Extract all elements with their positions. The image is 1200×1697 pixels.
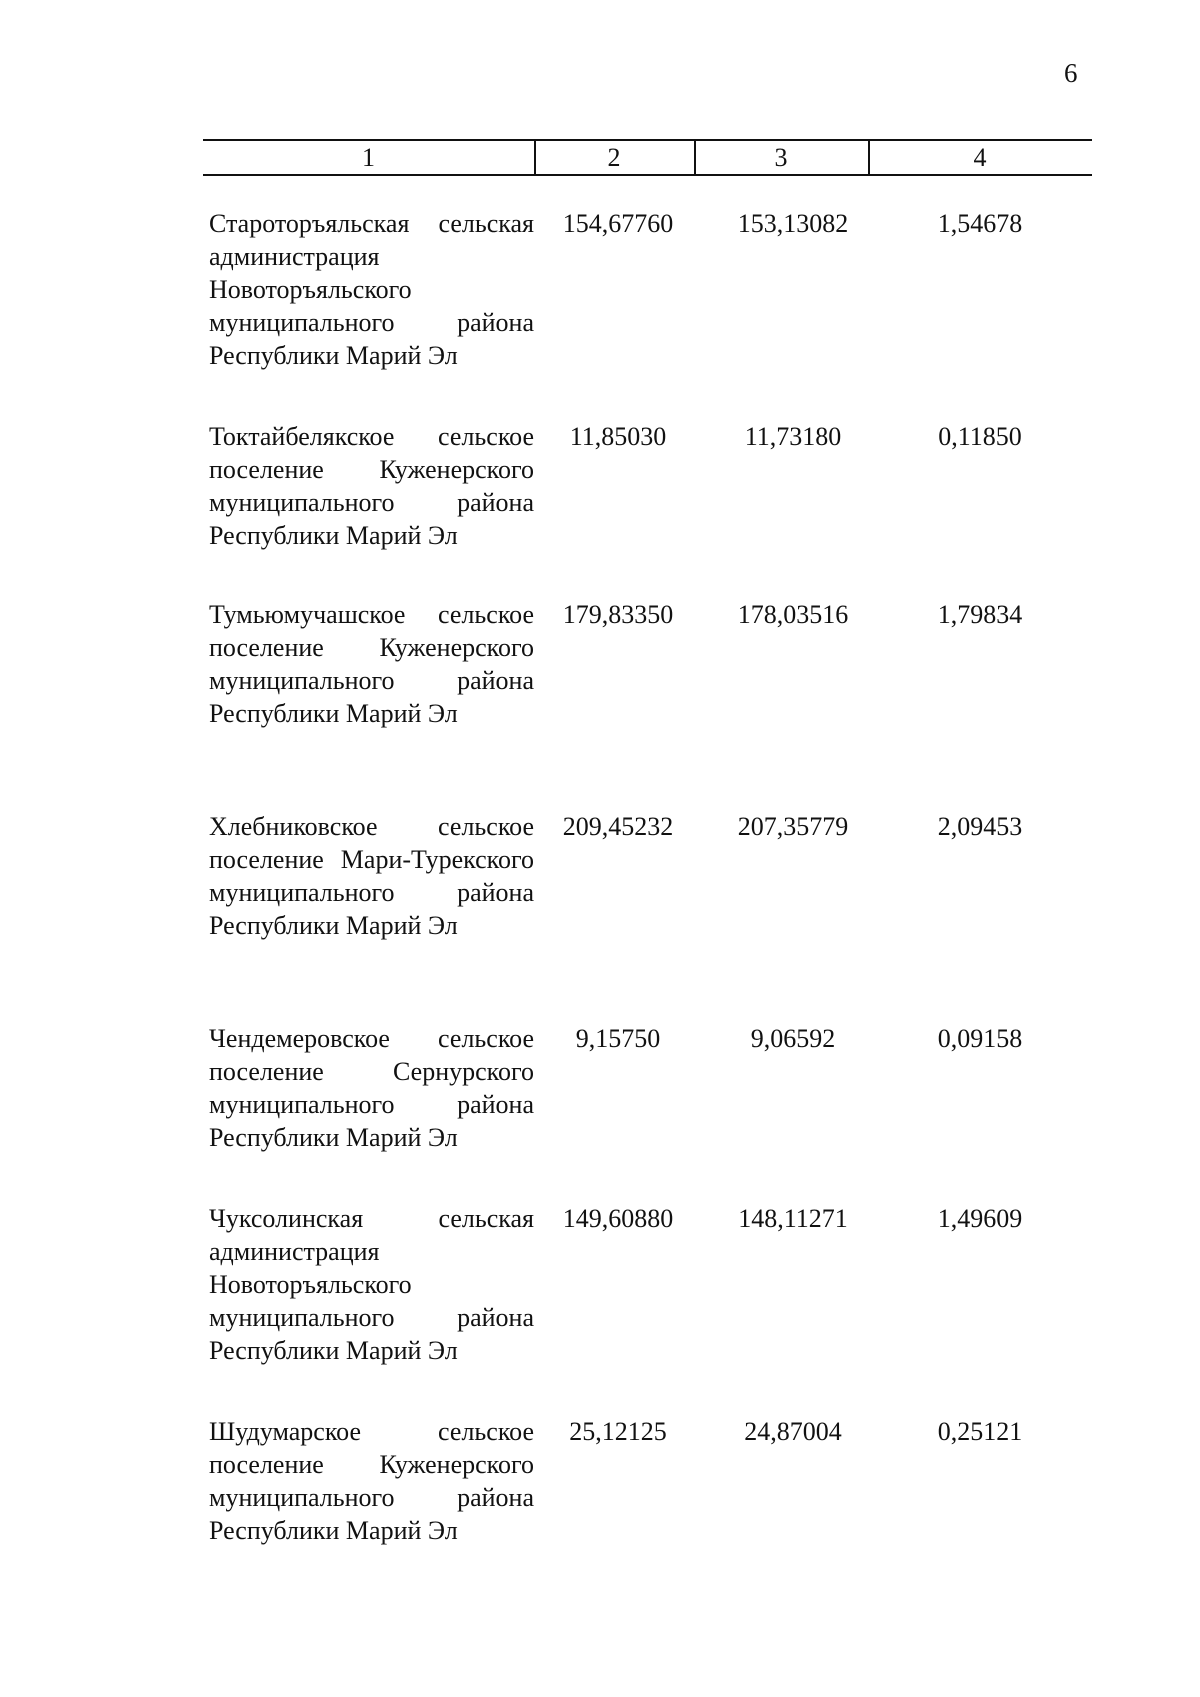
value-col-3: 178,03516 xyxy=(737,600,849,629)
value-col-4: 1,54678 xyxy=(937,209,1023,238)
header-col-4: 4 xyxy=(973,143,987,172)
column-divider xyxy=(534,141,536,174)
settlement-name: Тумьюмучашское сельское поселение Куженерского муниципального района Республики Марий Эл xyxy=(209,600,534,728)
settlement-name: Староторъяльская сельская администрация Новоторъяльского муниципального района Республики Марий Эл xyxy=(209,209,534,370)
settlement-name: Токтайбелякское сельское поселение Куженерского муниципального района Республики Марий Эл xyxy=(209,422,534,550)
value-col-2: 149,60880 xyxy=(562,1204,674,1233)
settlement-name: Хлебниковское сельское поселение Мари-Турекского муниципального района Республики Марий Эл xyxy=(209,812,534,940)
value-col-4: 0,25121 xyxy=(937,1417,1023,1446)
value-col-3: 207,35779 xyxy=(737,812,849,841)
settlement-name: Чендемеровское сельское поселение Сернурского муниципального района Республики Марий Эл xyxy=(209,1024,534,1152)
value-col-4: 1,79834 xyxy=(937,600,1023,629)
value-col-4: 0,11850 xyxy=(938,422,1022,451)
value-col-3: 148,11271 xyxy=(738,1204,848,1233)
value-col-3: 11,73180 xyxy=(744,422,842,451)
header-col-2: 2 xyxy=(607,143,621,172)
value-col-2: 25,12125 xyxy=(569,1417,667,1446)
value-col-2: 179,83350 xyxy=(562,600,674,629)
settlement-name: Чуксолинская сельская администрация Новоторъяльского муниципального района Республики Марий Эл xyxy=(209,1204,534,1365)
table-header xyxy=(203,139,1092,176)
value-col-3: 153,13082 xyxy=(737,209,849,238)
value-col-2: 209,45232 xyxy=(562,812,674,841)
page-number: 6 xyxy=(1064,58,1078,88)
settlement-name: Шудумарское сельское поселение Куженерского муниципального района Республики Марий Эл xyxy=(209,1417,534,1545)
column-divider xyxy=(868,141,870,174)
value-col-2: 9,15750 xyxy=(575,1024,661,1053)
header-col-3: 3 xyxy=(774,143,788,172)
column-divider xyxy=(694,141,696,174)
header-col-1: 1 xyxy=(362,143,375,172)
value-col-4: 1,49609 xyxy=(937,1204,1023,1233)
value-col-2: 11,85030 xyxy=(569,422,667,451)
value-col-3: 24,87004 xyxy=(744,1417,842,1446)
value-col-4: 2,09453 xyxy=(937,812,1023,841)
value-col-3: 9,06592 xyxy=(750,1024,836,1053)
value-col-4: 0,09158 xyxy=(937,1024,1023,1053)
value-col-2: 154,67760 xyxy=(562,209,674,238)
